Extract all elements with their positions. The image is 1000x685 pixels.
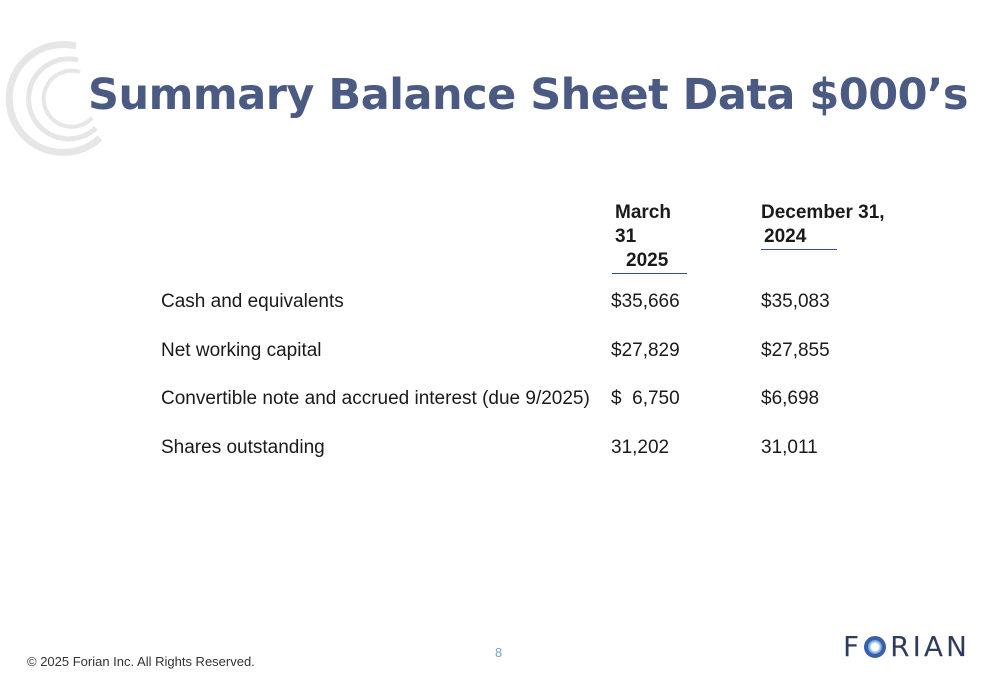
row-value-march-2025: $ 6,750 <box>611 388 680 409</box>
column-header-december-2024 <box>761 201 885 250</box>
column-header-march-2025 <box>612 201 687 274</box>
column-header-line2: 2025 <box>612 249 687 274</box>
logo-text-end: RIAN <box>890 630 970 663</box>
row-value-december-2024: $27,855 <box>761 340 830 361</box>
row-label: Cash and equivalents <box>161 291 344 312</box>
table-row <box>0 289 1000 315</box>
row-value-march-2025: 31,202 <box>611 437 670 458</box>
table-row <box>0 435 1000 461</box>
logo-text-start: F <box>843 630 863 663</box>
row-label: Convertible note and accrued interest (due 9/2025) <box>161 388 590 409</box>
table-row <box>0 338 1000 364</box>
row-label: Shares outstanding <box>161 437 325 458</box>
forian-logo <box>843 630 970 663</box>
table-row <box>0 386 1000 412</box>
page-number: 8 <box>495 645 503 660</box>
row-value-march-2025: $27,829 <box>611 340 680 361</box>
row-value-march-2025: $35,666 <box>611 291 680 312</box>
column-header-line1: December 31, <box>761 202 885 223</box>
row-value-december-2024: $35,083 <box>761 291 830 312</box>
page-title: Summary Balance Sheet Data $000’s <box>88 70 968 120</box>
logo-ring-icon <box>864 636 886 658</box>
column-header-line1: March 31 <box>615 202 671 247</box>
row-label: Net working capital <box>161 340 322 361</box>
row-value-december-2024: $6,698 <box>761 388 820 409</box>
copyright-notice: © 2025 Forian Inc. All Rights Reserved. <box>27 654 255 669</box>
row-value-december-2024: 31,011 <box>761 437 818 458</box>
column-header-line2: 2024 <box>761 225 837 250</box>
